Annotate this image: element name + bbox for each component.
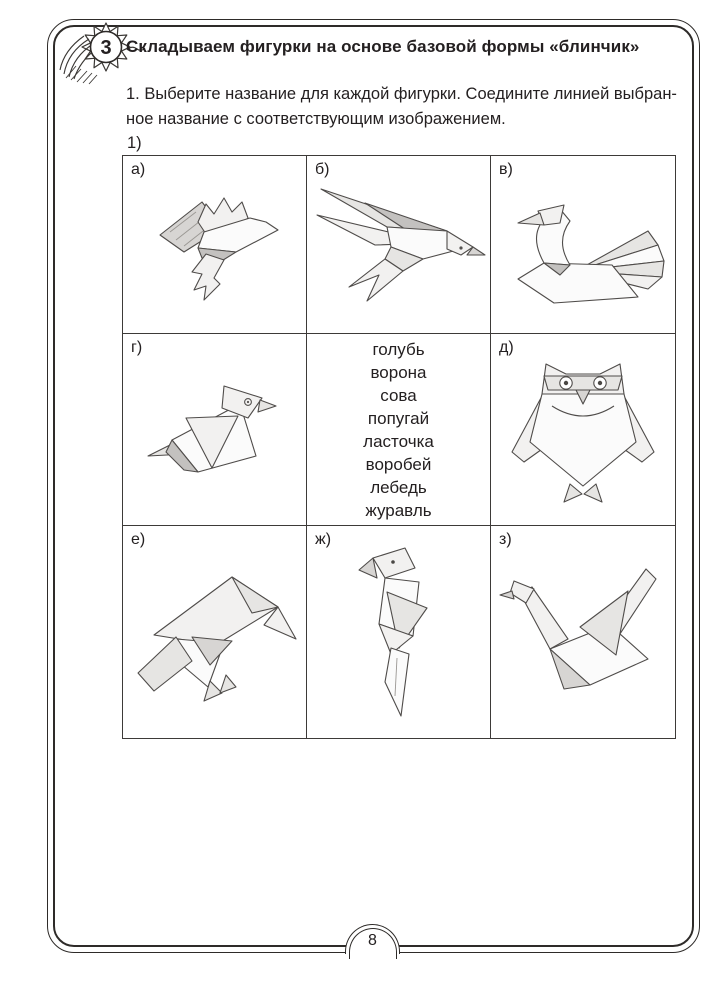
origami-swan-icon xyxy=(500,179,666,311)
bird-name-item: лебедь xyxy=(370,477,427,497)
item-number-label: 1) xyxy=(127,134,142,152)
bird-name-item: журавль xyxy=(365,500,432,520)
cell-label: а) xyxy=(131,161,146,178)
chapter-number: 3 xyxy=(100,37,112,59)
origami-crane-icon xyxy=(498,547,668,717)
table-cell-b xyxy=(307,156,491,334)
bird-name-item: воробей xyxy=(365,454,432,474)
origami-dove-flying-icon xyxy=(140,170,290,320)
cell-label: е) xyxy=(131,531,146,548)
bird-name-item: сова xyxy=(380,385,417,405)
bird-name-item: попугай xyxy=(367,408,430,428)
origami-crow-icon xyxy=(132,553,298,711)
origami-sparrow-sitting-icon xyxy=(140,360,290,500)
bird-name-item: ласточка xyxy=(363,431,434,451)
bird-name-item: ворона xyxy=(370,362,427,382)
cell-label: б) xyxy=(315,161,330,178)
table-cell-v xyxy=(491,156,675,334)
table-cell-a xyxy=(123,156,307,334)
table-cell-d xyxy=(491,334,675,526)
bird-name-item: голубь xyxy=(372,339,425,359)
page-title: Складываем фигурки на основе базовой формы «блинчик» xyxy=(126,37,640,56)
cell-label: з) xyxy=(499,531,512,548)
origami-owl-icon xyxy=(508,346,658,514)
figures-table xyxy=(122,155,676,739)
origami-parrot-icon xyxy=(343,536,455,728)
table-cell-g xyxy=(123,334,307,526)
cell-label: в) xyxy=(499,161,513,178)
cell-label: г) xyxy=(131,339,143,356)
bird-names-list xyxy=(307,334,491,526)
origami-swallow-icon xyxy=(311,175,487,315)
task-instruction xyxy=(126,82,678,132)
table-cell-zh xyxy=(307,526,491,738)
task-instruction-line2: ное название с соответствующим изображением. xyxy=(126,110,506,128)
cell-label: д) xyxy=(499,339,514,356)
table-cell-z xyxy=(491,526,675,738)
cell-label: ж) xyxy=(315,531,332,548)
page-number: 8 xyxy=(368,932,377,949)
task-instruction-line1: 1. Выберите название для каждой фигурки. Соедините линией выбран- xyxy=(126,85,677,103)
table-cell-e xyxy=(123,526,307,738)
